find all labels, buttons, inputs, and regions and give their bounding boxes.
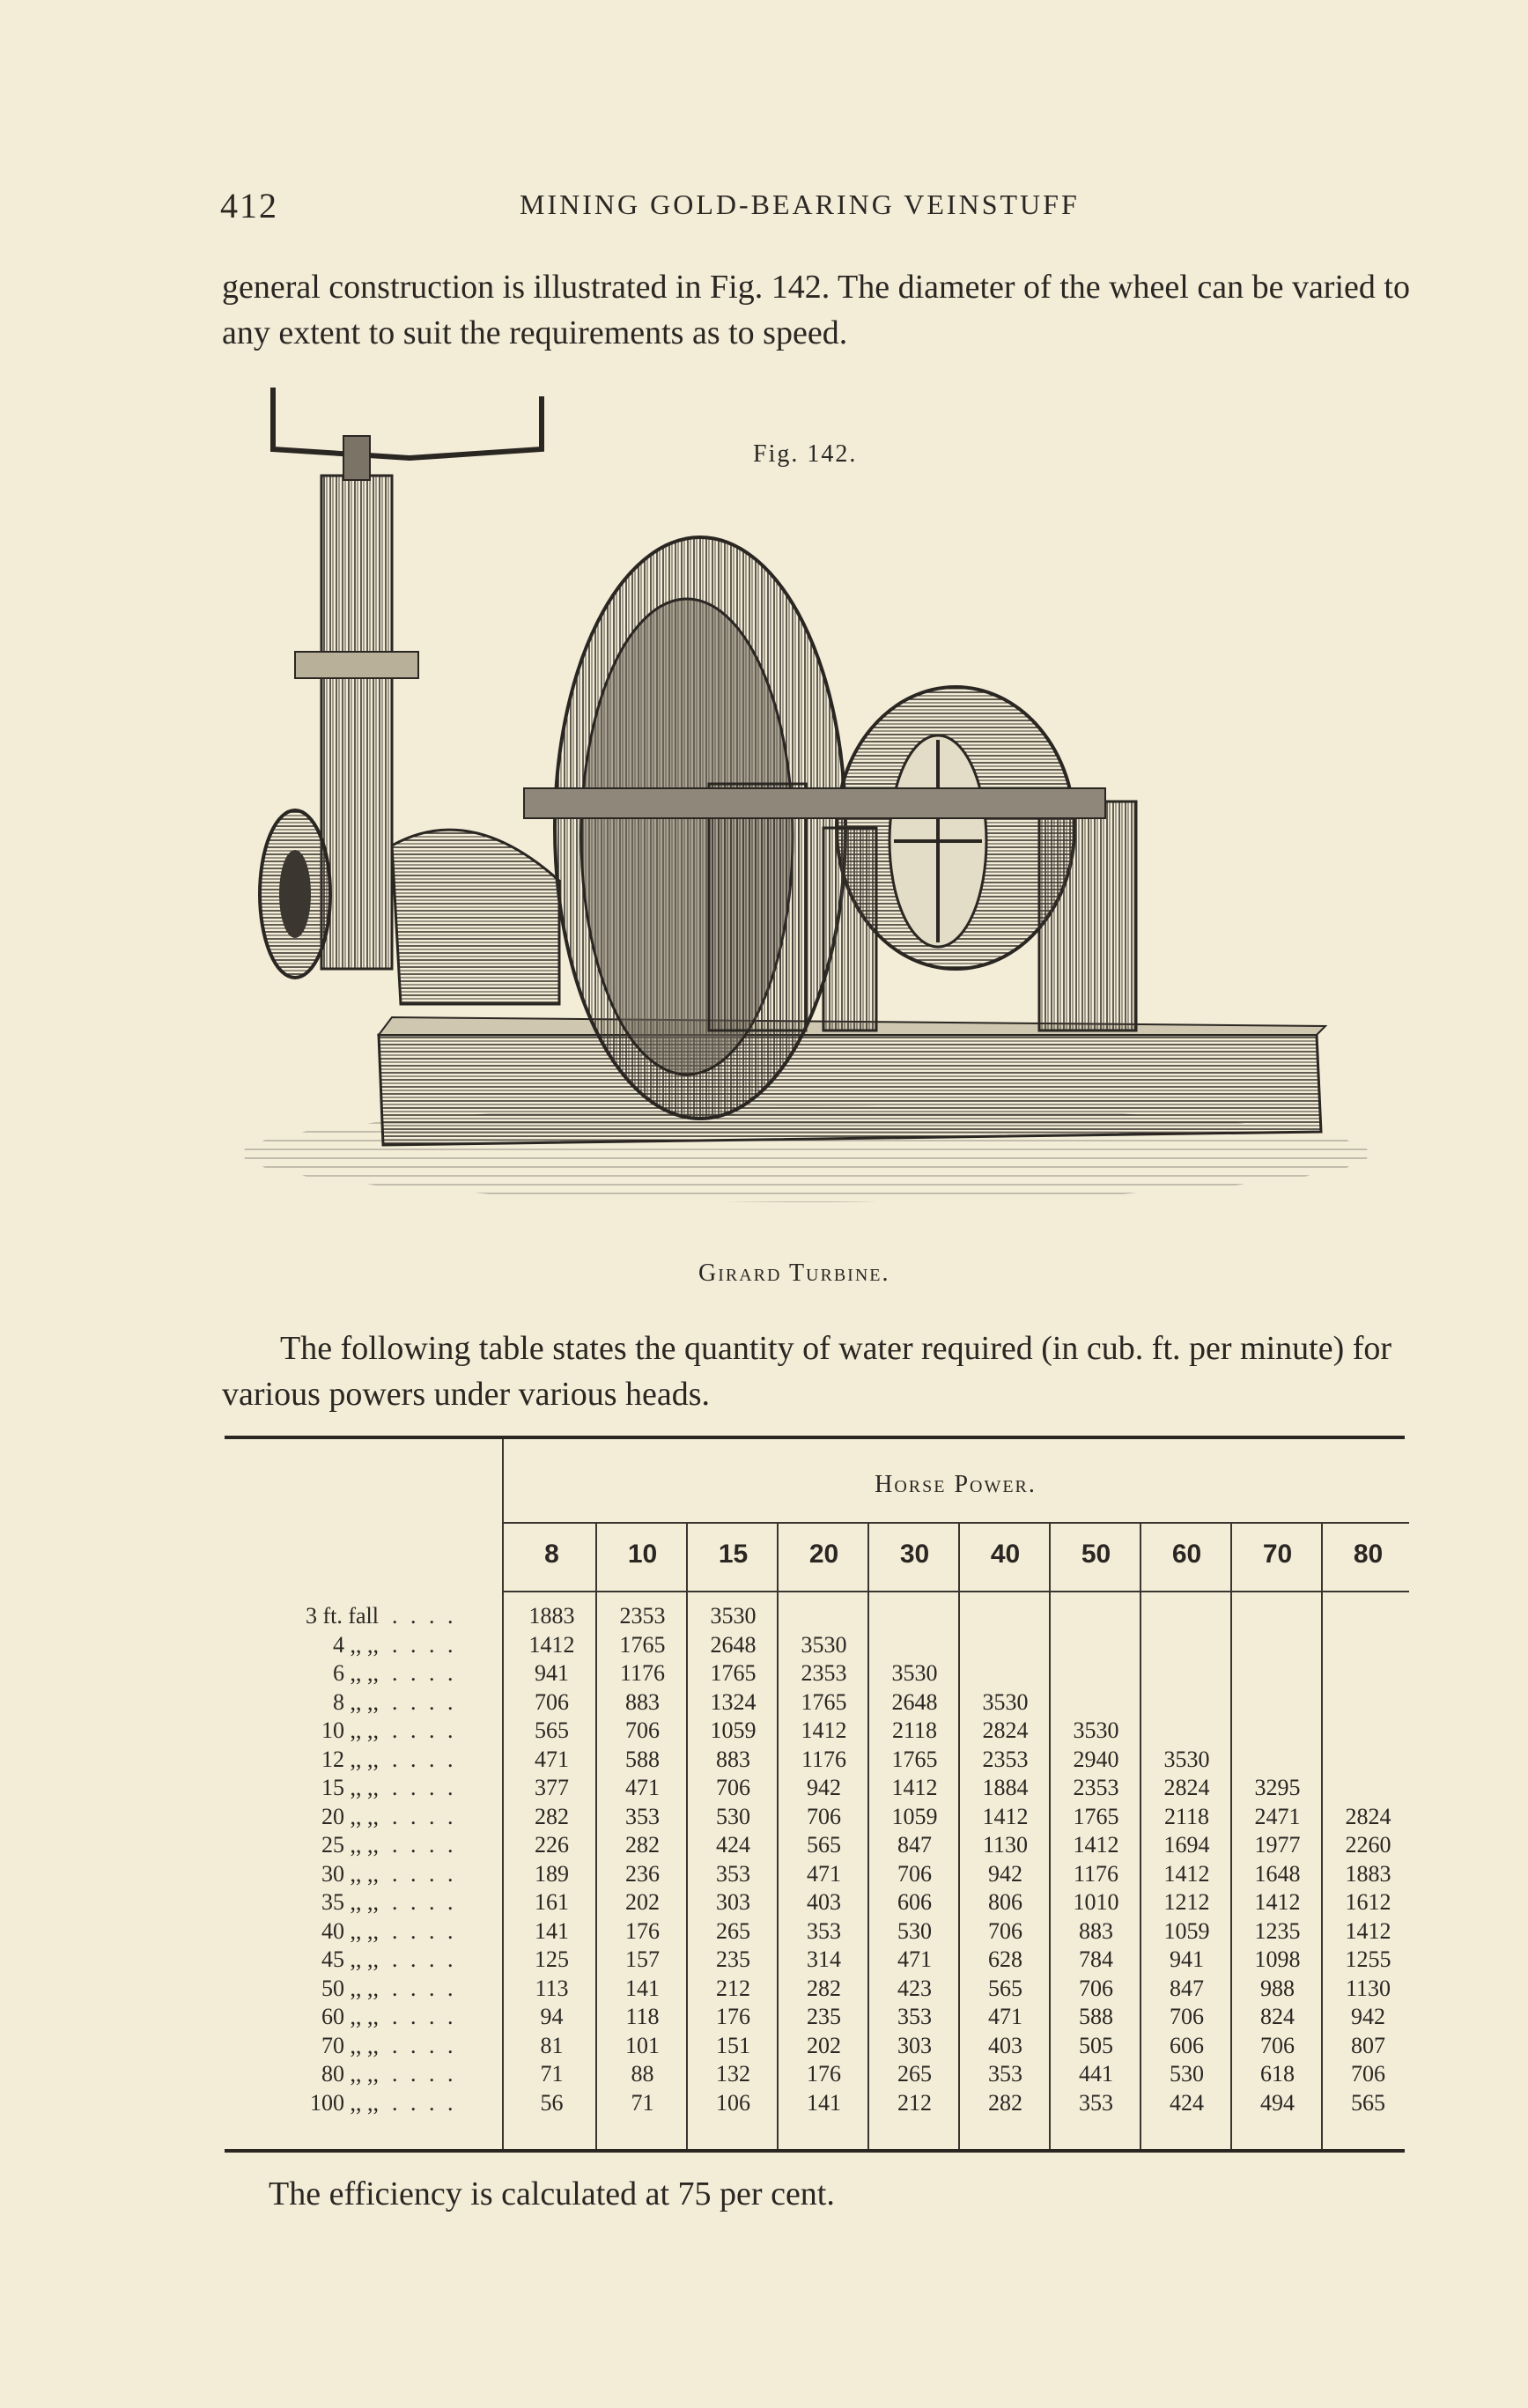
table-cell bbox=[1051, 1660, 1141, 1688]
row-label bbox=[225, 1689, 489, 1717]
table-cell: 706 bbox=[535, 1688, 569, 1715]
table-cell: 282 bbox=[535, 1803, 569, 1829]
head-fall-label: 30 ,, ,, bbox=[321, 1860, 379, 1887]
table-cell: 157 bbox=[625, 1946, 660, 1972]
table-top-rule bbox=[225, 1436, 1405, 1439]
table-cell: 1883 bbox=[528, 1603, 575, 1629]
table-cell: 235 bbox=[807, 2004, 841, 2029]
leader-dots: . . . . bbox=[392, 1746, 457, 1772]
table-cell: 706 bbox=[716, 1775, 750, 1800]
table-cell: 807 bbox=[1351, 2032, 1385, 2058]
table-cell: 505 bbox=[1079, 2032, 1113, 2058]
table-cell: 1412 bbox=[528, 1631, 575, 1658]
table-cell: 988 bbox=[1260, 1975, 1295, 2001]
table-cell: 1765 bbox=[801, 1688, 847, 1715]
table-cell: 265 bbox=[897, 2061, 932, 2087]
table-cell: 303 bbox=[716, 1889, 750, 1915]
table-cell bbox=[1323, 1775, 1414, 1803]
row-label bbox=[225, 1946, 489, 1975]
head-fall-label: 15 ,, ,, bbox=[321, 1775, 379, 1800]
table-cell: 161 bbox=[535, 1889, 569, 1915]
table-cell: 189 bbox=[535, 1860, 569, 1887]
table-cell: 2118 bbox=[1163, 1803, 1210, 1829]
table-cell: 265 bbox=[716, 1917, 750, 1944]
table-bottom-rule bbox=[225, 2149, 1405, 2153]
row-label bbox=[225, 1632, 489, 1660]
table-cell: 403 bbox=[807, 1889, 841, 1915]
leader-dots: . . . . bbox=[392, 1975, 457, 2001]
paragraph-table-intro: The following table states the quantity of water required (in cub. ft. per minute) for various powers under various heads. bbox=[222, 1330, 1392, 1413]
head-fall-label: 45 ,, ,, bbox=[321, 1946, 379, 1972]
row-label bbox=[225, 1660, 489, 1688]
row-label bbox=[225, 1717, 489, 1746]
table-cell: 1176 bbox=[801, 1746, 847, 1772]
table-cell: 1176 bbox=[619, 1660, 666, 1686]
leader-dots: . . . . bbox=[392, 1660, 457, 1686]
leader-dots: . . . . bbox=[392, 1832, 457, 1858]
table-cell bbox=[1141, 1603, 1232, 1631]
row-label bbox=[225, 1747, 489, 1775]
table-cell: 1324 bbox=[710, 1688, 757, 1715]
row-label bbox=[225, 2004, 489, 2032]
table-cell: 2648 bbox=[891, 1688, 938, 1715]
row-label bbox=[225, 1861, 489, 1889]
table-cell bbox=[960, 1632, 1051, 1660]
table-cell bbox=[1232, 1632, 1323, 1660]
table-cell: 588 bbox=[1079, 2004, 1113, 2029]
leader-dots: . . . . bbox=[392, 1860, 457, 1887]
table-cell bbox=[1323, 1689, 1414, 1717]
table-cell bbox=[1323, 1747, 1414, 1775]
row-label bbox=[225, 1976, 489, 2004]
table-cell: 3295 bbox=[1254, 1775, 1301, 1800]
leader-dots: . . . . bbox=[392, 1688, 457, 1715]
head-fall-label: 10 ,, ,, bbox=[321, 1717, 379, 1743]
table-cell: 1412 bbox=[891, 1775, 938, 1800]
row-label bbox=[225, 1889, 489, 1917]
head-fall-label: 40 ,, ,, bbox=[321, 1917, 379, 1944]
column-header: 60 bbox=[1171, 1540, 1202, 1569]
table-cell: 618 bbox=[1260, 2061, 1295, 2087]
table-cell: 424 bbox=[1170, 2089, 1204, 2116]
leader-dots: . . . . bbox=[392, 2061, 457, 2087]
leader-dots: . . . . bbox=[392, 1775, 457, 1800]
table-cell: 941 bbox=[1170, 1946, 1204, 1972]
table-cell: 71 bbox=[540, 2061, 564, 2087]
table-cell: 1412 bbox=[1345, 1917, 1391, 1944]
figure-caption: Girard Turbine. bbox=[698, 1259, 890, 1287]
column-header-divider bbox=[502, 1591, 1409, 1592]
table-cell: 424 bbox=[716, 1832, 750, 1858]
table-cell: 303 bbox=[897, 2032, 932, 2058]
table-cell bbox=[1141, 1689, 1232, 1717]
table-cell bbox=[1323, 1632, 1414, 1660]
table-cell: 202 bbox=[625, 1889, 660, 1915]
table-cell: 706 bbox=[1079, 1975, 1113, 2001]
head-fall-label: 35 ,, ,, bbox=[321, 1889, 379, 1915]
table-cell: 1059 bbox=[710, 1717, 757, 1743]
head-fall-label: 12 ,, ,, bbox=[321, 1746, 379, 1772]
table-cell: 202 bbox=[807, 2032, 841, 2058]
heading-divider bbox=[502, 1522, 1409, 1524]
table-cell: 3530 bbox=[982, 1688, 1029, 1715]
table-cell: 706 bbox=[1170, 2004, 1204, 2029]
table-cell: 942 bbox=[988, 1860, 1022, 1887]
table-cell: 282 bbox=[807, 1975, 841, 2001]
table-cell: 2940 bbox=[1073, 1746, 1119, 1772]
table-cell: 353 bbox=[807, 1917, 841, 1944]
table-cell: 1059 bbox=[1163, 1917, 1210, 1944]
page-header bbox=[220, 185, 1418, 238]
table-cell: 1255 bbox=[1345, 1946, 1391, 1972]
head-fall-label: 20 ,, ,, bbox=[321, 1803, 379, 1829]
table-cell bbox=[1051, 1689, 1141, 1717]
table-cell: 151 bbox=[716, 2032, 750, 2058]
leader-dots: . . . . bbox=[392, 1889, 457, 1915]
row-label bbox=[225, 1804, 489, 1832]
row-label bbox=[225, 1832, 489, 1860]
table-cell: 176 bbox=[716, 2004, 750, 2029]
leader-dots: . . . . bbox=[392, 1603, 457, 1629]
table-cell: 3530 bbox=[1163, 1746, 1210, 1772]
column-header: 20 bbox=[808, 1540, 839, 1569]
table-cell: 1765 bbox=[891, 1746, 938, 1772]
table-cell: 1130 bbox=[1345, 1975, 1391, 2001]
table-cell bbox=[1141, 1632, 1232, 1660]
running-title: MINING GOLD-BEARING VEINSTUFF bbox=[520, 188, 1080, 220]
table-cell: 106 bbox=[716, 2089, 750, 2116]
table-cell: 71 bbox=[631, 2089, 654, 2116]
column-header: 15 bbox=[718, 1540, 749, 1569]
head-fall-label: 70 ,, ,, bbox=[321, 2032, 379, 2058]
table-cell: 1412 bbox=[1254, 1889, 1301, 1915]
table-cell: 471 bbox=[535, 1746, 569, 1772]
table-cell bbox=[960, 1660, 1051, 1688]
table-cell: 1412 bbox=[982, 1803, 1029, 1829]
table-cell: 3530 bbox=[710, 1603, 757, 1629]
table-cell: 606 bbox=[1170, 2032, 1204, 2058]
table-cell: 56 bbox=[540, 2089, 564, 2116]
table-cell: 530 bbox=[716, 1803, 750, 1829]
row-label bbox=[225, 2061, 489, 2089]
table-cell: 494 bbox=[1260, 2089, 1295, 2116]
table-cell: 1010 bbox=[1073, 1889, 1119, 1915]
table-cell: 471 bbox=[625, 1775, 660, 1800]
table-cell: 81 bbox=[540, 2032, 564, 2058]
column-header: 10 bbox=[627, 1540, 658, 1569]
table-cell: 1176 bbox=[1073, 1860, 1119, 1887]
table-cell: 565 bbox=[1351, 2089, 1385, 2116]
table-cell: 282 bbox=[988, 2089, 1022, 2116]
table-cell: 113 bbox=[535, 1975, 569, 2001]
paragraph-efficiency: The efficiency is calculated at 75 per cent. bbox=[269, 2175, 835, 2212]
table-cell bbox=[1141, 1660, 1232, 1688]
table-cell bbox=[1232, 1747, 1323, 1775]
table-cell: 423 bbox=[897, 1975, 932, 2001]
table-cell: 588 bbox=[625, 1746, 660, 1772]
table-cell: 1098 bbox=[1254, 1946, 1301, 1972]
figure-label: Fig. 142. bbox=[753, 440, 858, 468]
table-cell: 101 bbox=[625, 2032, 660, 2058]
table-cell: 1412 bbox=[1073, 1832, 1119, 1858]
table-cell: 353 bbox=[716, 1860, 750, 1887]
table-cell: 471 bbox=[807, 1860, 841, 1887]
table-cell: 236 bbox=[625, 1860, 660, 1887]
table-cell bbox=[1051, 1603, 1141, 1631]
table-cell: 847 bbox=[897, 1832, 932, 1858]
table-cell: 3530 bbox=[1073, 1717, 1119, 1743]
leader-dots: . . . . bbox=[392, 1717, 457, 1743]
head-fall-label: 80 ,, ,, bbox=[321, 2061, 379, 2087]
row-label bbox=[225, 2090, 489, 2118]
table-cell: 806 bbox=[988, 1889, 1022, 1915]
table-cell: 212 bbox=[716, 1975, 750, 2001]
column-header: 80 bbox=[1353, 1540, 1384, 1569]
table-cell: 1612 bbox=[1345, 1889, 1391, 1915]
table-cell: 1765 bbox=[1073, 1803, 1119, 1829]
table-cell: 2824 bbox=[1345, 1803, 1391, 1829]
paragraph-intro: general construction is illustrated in Fig. 142. The diameter of the wheel can be varied to any extent to suit the requirements as to speed. bbox=[222, 269, 1410, 351]
table-cell: 565 bbox=[535, 1717, 569, 1743]
table-cell: 942 bbox=[807, 1775, 841, 1800]
column-header: 40 bbox=[990, 1540, 1021, 1569]
table-cell bbox=[1232, 1689, 1323, 1717]
column-header: 50 bbox=[1081, 1540, 1111, 1569]
head-fall-label: 60 ,, ,, bbox=[321, 2004, 379, 2029]
table-cell: 628 bbox=[988, 1946, 1022, 1972]
table-cell bbox=[1232, 1660, 1323, 1688]
table-cell: 353 bbox=[988, 2061, 1022, 2087]
table-cell: 2648 bbox=[710, 1631, 757, 1658]
table-cell: 132 bbox=[716, 2061, 750, 2087]
table-cell: 565 bbox=[988, 1975, 1022, 2001]
column-header: 70 bbox=[1262, 1540, 1293, 1569]
table-cell: 441 bbox=[1079, 2061, 1113, 2087]
table-cell bbox=[1323, 1660, 1414, 1688]
table-cell: 706 bbox=[625, 1717, 660, 1743]
table-cell bbox=[1232, 1603, 1323, 1631]
table-cell: 941 bbox=[535, 1660, 569, 1686]
table-cell: 606 bbox=[897, 1889, 932, 1915]
table-cell bbox=[1323, 1603, 1414, 1631]
leader-dots: . . . . bbox=[392, 2004, 457, 2029]
table-cell: 176 bbox=[807, 2061, 841, 2087]
table-cell: 1130 bbox=[982, 1832, 1029, 1858]
table-cell: 530 bbox=[897, 1917, 932, 1944]
table-cell: 125 bbox=[535, 1946, 569, 1972]
table-cell: 282 bbox=[625, 1832, 660, 1858]
table-cell: 2471 bbox=[1254, 1803, 1301, 1829]
table-cell bbox=[1141, 1717, 1232, 1746]
table-cell: 1235 bbox=[1254, 1917, 1301, 1944]
leader-dots: . . . . bbox=[392, 1803, 457, 1829]
table-cell: 2353 bbox=[619, 1603, 666, 1629]
column-header: 8 bbox=[544, 1540, 559, 1569]
table-cell: 141 bbox=[625, 1975, 660, 2001]
table-cell: 1765 bbox=[619, 1631, 666, 1658]
row-label bbox=[225, 1918, 489, 1946]
table-cell: 706 bbox=[807, 1803, 841, 1829]
table-cell: 235 bbox=[716, 1946, 750, 1972]
column-header: 30 bbox=[899, 1540, 930, 1569]
head-fall-label: 8 ,, ,, bbox=[333, 1688, 379, 1715]
table-cell: 2118 bbox=[891, 1717, 938, 1743]
page-number: 412 bbox=[220, 186, 278, 225]
table-cell: 565 bbox=[807, 1832, 841, 1858]
table-cell: 2824 bbox=[1163, 1775, 1210, 1800]
table-cell: 2260 bbox=[1345, 1832, 1391, 1858]
table-cell: 1412 bbox=[801, 1717, 847, 1743]
table-cell: 1412 bbox=[1163, 1860, 1210, 1887]
table-cell: 353 bbox=[897, 2004, 932, 2029]
table-cell: 706 bbox=[1260, 2032, 1295, 2058]
table-cell: 3530 bbox=[801, 1631, 847, 1658]
table-cell: 118 bbox=[625, 2004, 660, 2029]
head-fall-label: 100 ,, ,, bbox=[310, 2089, 379, 2116]
row-label bbox=[225, 1603, 489, 1631]
table-cell: 2353 bbox=[801, 1660, 847, 1686]
row-label bbox=[225, 2033, 489, 2061]
leader-dots: . . . . bbox=[392, 1917, 457, 1944]
leader-dots: . . . . bbox=[392, 1946, 457, 1972]
table-cell: 403 bbox=[988, 2032, 1022, 2058]
table-cell bbox=[869, 1603, 960, 1631]
water-quantity-table bbox=[225, 1436, 1409, 2153]
table-cell: 226 bbox=[535, 1832, 569, 1858]
head-fall-label: 50 ,, ,, bbox=[321, 1975, 379, 2001]
table-cell bbox=[1323, 1717, 1414, 1746]
table-cell: 706 bbox=[988, 1917, 1022, 1944]
table-cell: 883 bbox=[1079, 1917, 1113, 1944]
table-cell: 2353 bbox=[982, 1746, 1029, 1772]
label-column-divider bbox=[502, 1439, 504, 2149]
table-cell: 1212 bbox=[1163, 1889, 1210, 1915]
table-cell bbox=[779, 1603, 869, 1631]
table-cell bbox=[1051, 1632, 1141, 1660]
table-cell: 314 bbox=[807, 1946, 841, 1972]
table-cell bbox=[960, 1603, 1051, 1631]
table-cell: 706 bbox=[1351, 2061, 1385, 2087]
table-cell: 2353 bbox=[1073, 1775, 1119, 1800]
table-cell: 1059 bbox=[891, 1803, 938, 1829]
table-cell: 176 bbox=[625, 1917, 660, 1944]
table-cell: 1883 bbox=[1345, 1860, 1391, 1887]
table-cell: 471 bbox=[897, 1946, 932, 1972]
table-cell: 3530 bbox=[891, 1660, 938, 1686]
table-cell: 824 bbox=[1260, 2004, 1295, 2029]
table-cell: 141 bbox=[535, 1917, 569, 1944]
leader-dots: . . . . bbox=[392, 2089, 457, 2116]
head-fall-label: 4 ,, ,, bbox=[333, 1631, 379, 1658]
head-fall-label: 25 ,, ,, bbox=[321, 1832, 379, 1858]
table-cell: 353 bbox=[625, 1803, 660, 1829]
table-cell: 883 bbox=[625, 1688, 660, 1715]
row-label bbox=[225, 1775, 489, 1803]
table-cell: 784 bbox=[1079, 1946, 1113, 1972]
table-cell: 353 bbox=[1079, 2089, 1113, 2116]
table-cell: 1694 bbox=[1163, 1832, 1210, 1858]
horse-power-heading: Horse Power. bbox=[875, 1471, 1037, 1498]
leader-dots: . . . . bbox=[392, 1631, 457, 1658]
leader-dots: . . . . bbox=[392, 2032, 457, 2058]
table-cell: 2824 bbox=[982, 1717, 1029, 1743]
table-cell: 942 bbox=[1351, 2004, 1385, 2029]
table-cell: 706 bbox=[897, 1860, 932, 1887]
table-cell: 530 bbox=[1170, 2061, 1204, 2087]
head-fall-label: 3 ft. fall bbox=[305, 1603, 379, 1629]
table-cell: 141 bbox=[807, 2089, 841, 2116]
table-cell: 1648 bbox=[1254, 1860, 1301, 1887]
table-cell: 94 bbox=[540, 2004, 564, 2029]
table-cell: 847 bbox=[1170, 1975, 1204, 2001]
head-fall-label: 6 ,, ,, bbox=[333, 1660, 379, 1686]
table-cell: 471 bbox=[988, 2004, 1022, 2029]
table-cell bbox=[869, 1632, 960, 1660]
table-cell: 212 bbox=[897, 2089, 932, 2116]
table-cell: 88 bbox=[631, 2061, 654, 2087]
table-cell: 883 bbox=[716, 1746, 750, 1772]
table-cell bbox=[1232, 1717, 1323, 1746]
table-cell: 1884 bbox=[982, 1775, 1029, 1800]
girard-turbine-illustration bbox=[242, 388, 1378, 1233]
table-cell: 1765 bbox=[710, 1660, 757, 1686]
table-cell: 377 bbox=[535, 1775, 569, 1800]
table-cell: 1977 bbox=[1254, 1832, 1301, 1858]
